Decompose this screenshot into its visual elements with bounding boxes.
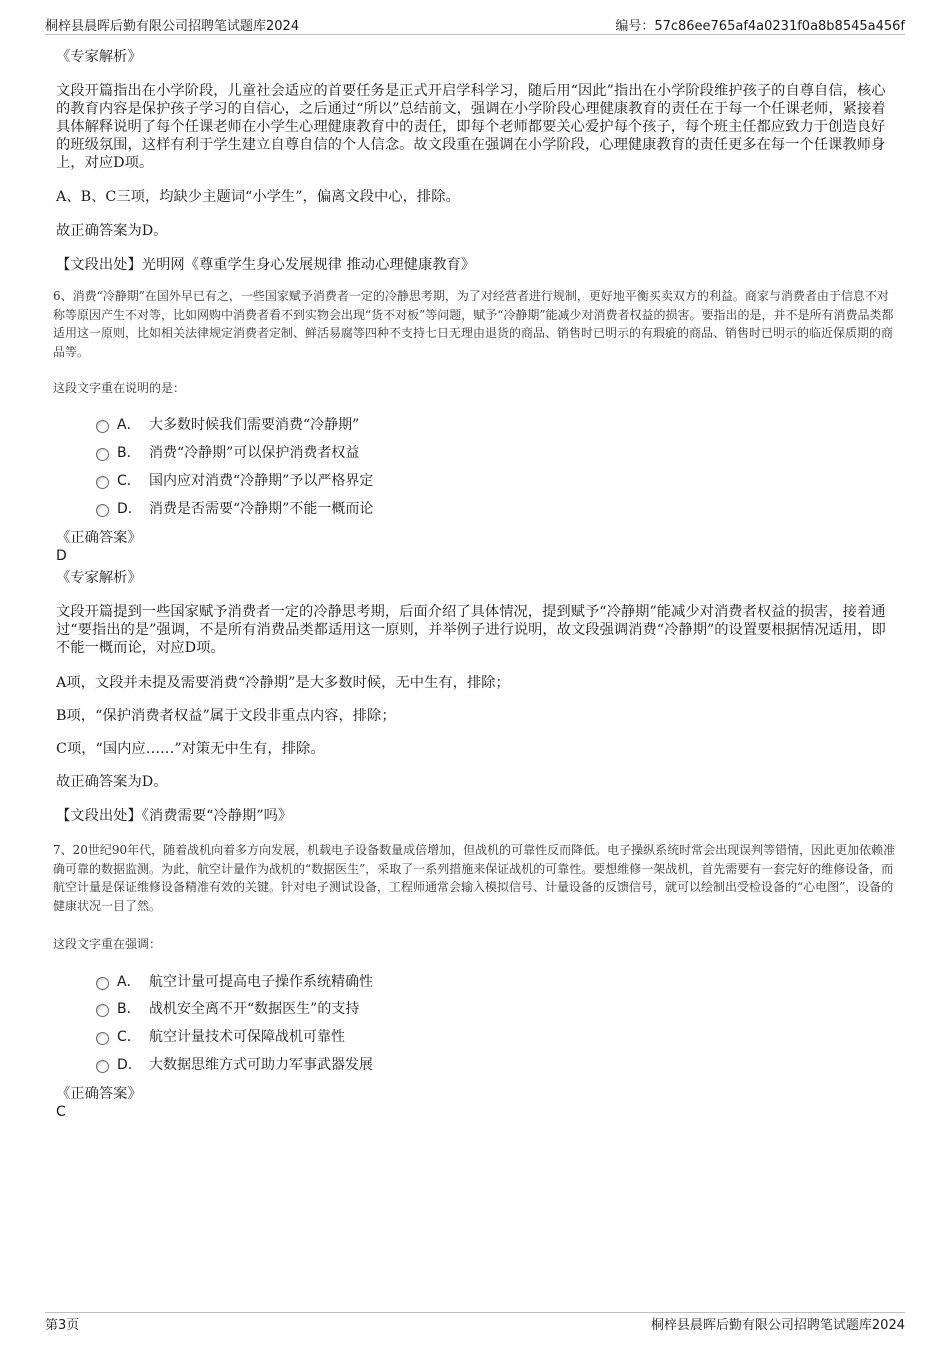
- q5-source: 【文段出处】光明网《尊重学生身心发展规律 推动心理健康教育》: [56, 257, 476, 273]
- q6-answer-label: 《正确答案》: [56, 530, 142, 546]
- radio-icon[interactable]: [96, 1032, 109, 1045]
- q6-source: 【文段出处】《消费需要“冷静期”吗》: [56, 808, 293, 824]
- q6-analysis-label: 《专家解析》: [56, 570, 142, 586]
- q6-stem: 6、消费“冷静期”在国外早已有之，一些国家赋予消费者一定的冷静思考期，为了对经营者进行规制，更好地平衡买卖双方的利益。商家与消费者由于信息不对称等原因产生不对等，比如网购中消费者看不到实物会出现“货不对板”等问题，赋予“冷静期”能减少对消费者权益的损害。要指出的是，并不是所有消费品类都适用这一原则，比如相关法律规定消费者定制、鲜活易腐等四种不支持七日无理由退货的商品、销售时已明示的有瑕疵的商品、销售时已明示的临近保质期的商品等。: [53, 289, 894, 359]
- document-number: 编号：57c86ee765af4a0231f0a8b8545a456f: [615, 18, 905, 34]
- q7-option-b[interactable]: B． 战机安全离不开“数据医生”的支持: [96, 998, 359, 1018]
- page-header: [45, 14, 905, 35]
- q7-option-a[interactable]: A． 航空计量可提高电子操作系统精确性: [96, 971, 373, 991]
- q6-option-b[interactable]: B． 消费“冷静期”可以保护消费者权益: [96, 442, 359, 462]
- q6-conclusion: 故正确答案为D。: [56, 774, 168, 790]
- q7-answer: C: [56, 1104, 66, 1120]
- radio-icon[interactable]: [96, 1004, 109, 1017]
- q7-option-d[interactable]: D． 大数据思维方式可助力军事武器发展: [96, 1054, 373, 1074]
- q6-option-a[interactable]: A． 大多数时候我们需要消费“冷静期”: [96, 414, 359, 434]
- q6-answer: D: [56, 548, 67, 564]
- radio-icon[interactable]: [96, 977, 109, 990]
- q6-option-c[interactable]: C． 国内应对消费“冷静期”予以严格界定: [96, 470, 373, 490]
- q7-option-c[interactable]: C． 航空计量技术可保障战机可靠性: [96, 1026, 345, 1046]
- q5-conclusion: 故正确答案为D。: [56, 223, 168, 239]
- footer-title: 桐梓县晨晖后勤有限公司招聘笔试题库2024: [650, 1317, 905, 1333]
- page-footer: [45, 1312, 905, 1333]
- page-number: 第3页: [45, 1317, 80, 1333]
- q6-option-a-note: A项，文段并未提及需要消费“冷静期”是大多数时候，无中生有，排除；: [56, 675, 510, 691]
- q5-exclude-note: A、B、C三项，均缺少主题词“小学生”，偏离文段中心，排除。: [56, 189, 460, 205]
- q6-analysis-text: 文段开篇提到一些国家赋予消费者一定的冷静思考期，后面介绍了具体情况，提到赋予“冷静期”能减少对消费者权益的损害，接着通过“要指出的是”强调，不是所有消费品类都适用这一原则，并举例子进行说明，故文段强调消费“冷静期”的设置要根据情况适用，即不能一概而论，对应D项。: [56, 604, 886, 656]
- radio-icon[interactable]: [96, 504, 109, 517]
- radio-icon[interactable]: [96, 420, 109, 433]
- q6-prompt: 这段文字重在说明的是：: [53, 381, 186, 395]
- radio-icon[interactable]: [96, 448, 109, 461]
- q6-option-c-note: C项，“国内应……”对策无中生有，排除。: [56, 741, 325, 757]
- header-title: 桐梓县晨晖后勤有限公司招聘笔试题库2024: [45, 18, 300, 34]
- q7-prompt: 这段文字重在强调：: [53, 937, 162, 951]
- q6-option-d[interactable]: D． 消费是否需要“冷静期”不能一概而论: [96, 498, 373, 518]
- q5-analysis-text: 文段开篇指出在小学阶段，儿童社会适应的首要任务是正式开启学科学习，随后用“因此”指出在小学阶段维护孩子的自尊自信，核心的教育内容是保护孩子学习的自信心，之后通过“所以”总结前文，强调在小学阶段心理健康教育的责任在于每一个任课老师，紧接着具体解释说明了每个任课老师在小学生心理健康教育中的责任，即每个老师都要关心爱护每个孩子，每个班主任都应致力于创造良好的班级氛围，这样有利于学生建立自尊自信的个人信念。故文段重在强调在小学阶段，心理健康教育的责任更多在每一个任课教师身上，对应D项。: [56, 83, 886, 171]
- radio-icon[interactable]: [96, 1060, 109, 1073]
- q7-stem: 7、20世纪90年代，随着战机向着多方向发展，机载电子设备数量成倍增加，但战机的可靠性反而降低。电子操纵系统时常会出现误判等错情，因此更加依赖准确可靠的数据监测。为此，航空计量作为战机的“数据医生”，采取了一系列措施来保证战机的可靠性。要想维修一架战机，首先需要有一套完好的维修设备，而航空计量是保证维修设备精准有效的关键。针对电子测试设备，工程师通常会输入模拟信号、计量设备的反馈信号，就可以绘制出受检设备的“心电图”，设备的健康状况一目了然。: [53, 843, 896, 913]
- q6-option-b-note: B项，“保护消费者权益”属于文段非重点内容，排除；: [56, 708, 396, 724]
- radio-icon[interactable]: [96, 476, 109, 489]
- q7-answer-label: 《正确答案》: [56, 1086, 142, 1102]
- q5-analysis-label: 《专家解析》: [56, 49, 142, 65]
